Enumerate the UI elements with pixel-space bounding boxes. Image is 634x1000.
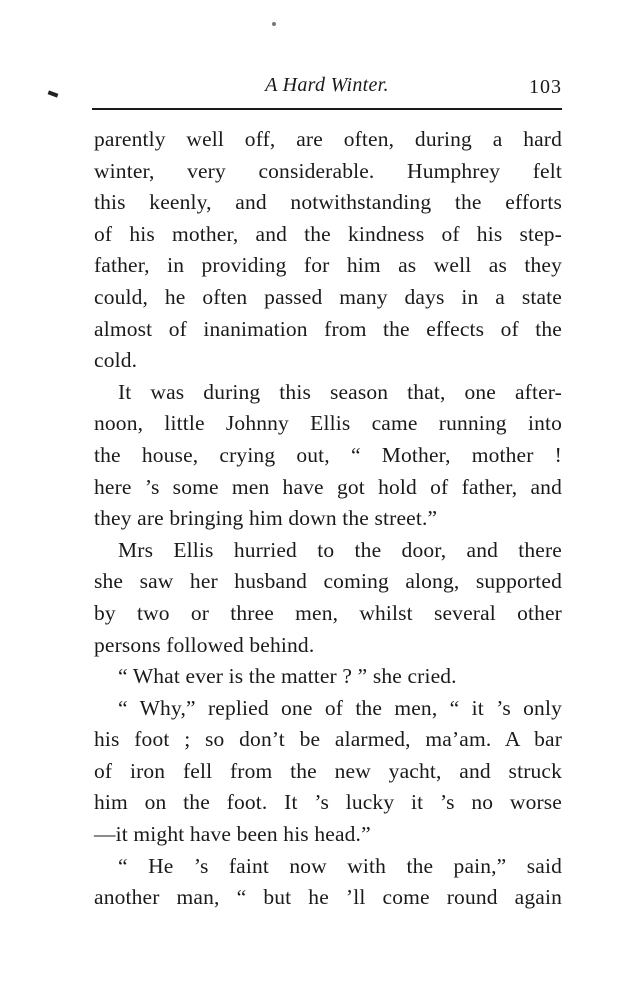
running-title: A Hard Winter.: [265, 74, 389, 96]
text-line: could, he often passed many days in a state: [94, 284, 562, 309]
text-line: his foot ; so don’t be alarmed, ma’am. A bar: [94, 727, 562, 752]
text-line: of iron fell from the new yacht, and struck: [94, 758, 562, 783]
text-line: here ’s some men have got hold of father, and: [94, 474, 562, 499]
text-line: the house, crying out, “ Mother, mother !: [94, 442, 562, 467]
text-line: parently well off, are often, during a hard: [94, 127, 562, 151]
text-line: of his mother, and the kindness of his step-: [94, 221, 562, 246]
text-line: this keenly, and notwithstanding the efforts: [94, 190, 562, 215]
text-line: she saw her husband coming along, supported: [94, 569, 562, 594]
text-line: cold.: [94, 348, 138, 373]
header-rule: [92, 108, 562, 110]
text-line: by two or three men, whilst several other: [94, 600, 562, 625]
text-line: they are bringing him down the street.”: [94, 506, 438, 531]
text-line: “ Why,” replied one of the men, “ it ’s only: [118, 695, 562, 720]
page-number: 103: [529, 76, 562, 98]
running-head: [92, 74, 562, 104]
text-line: father, in providing for him as well as they: [94, 253, 562, 278]
text-line: winter, very considerable. Humphrey felt: [94, 158, 562, 183]
body-text: [94, 124, 562, 914]
print-mark: [48, 90, 59, 97]
text-line: persons followed behind.: [94, 632, 315, 657]
text-line: It was during this season that, one after-: [118, 379, 562, 404]
print-speck: [272, 22, 276, 26]
text-line: him on the foot. It ’s lucky it ’s no worse: [94, 790, 562, 815]
text-line: “ What ever is the matter ? ” she cried.: [118, 664, 457, 689]
text-line: almost of inanimation from the effects of the: [94, 316, 562, 341]
text-line: —it might have been his head.”: [94, 822, 371, 847]
text-line: Mrs Ellis hurried to the door, and there: [118, 537, 562, 562]
text-line: another man, “ but he ’ll come round again: [94, 885, 562, 910]
text-line: noon, little Johnny Ellis came running into: [94, 411, 562, 436]
text-line: “ He ’s faint now with the pain,” said: [118, 853, 562, 878]
